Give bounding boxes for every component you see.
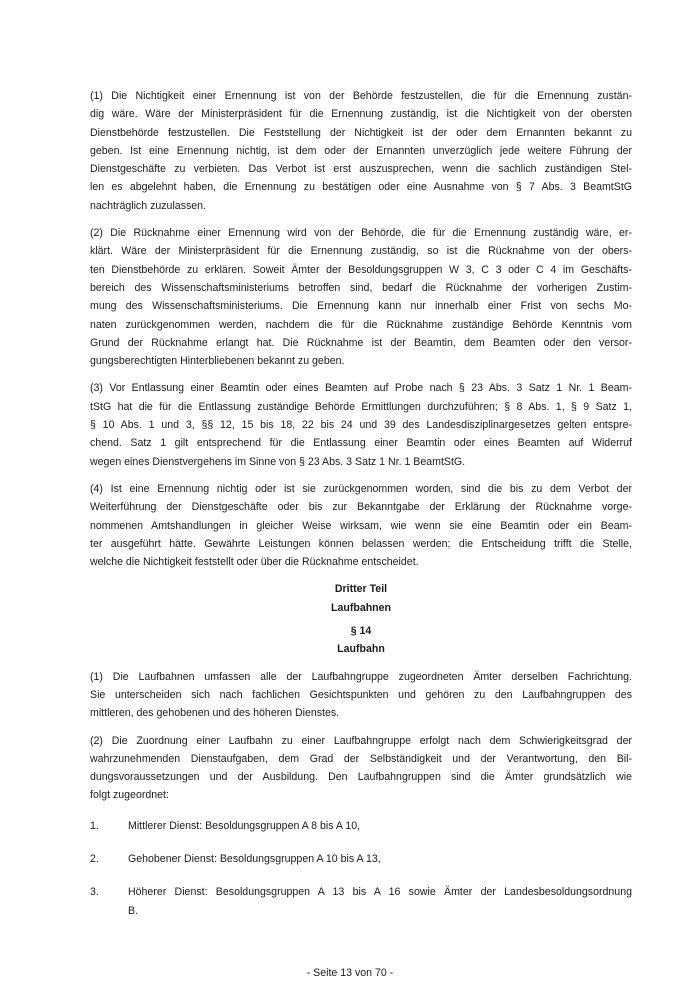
paragraph-s14-abs-2	[90, 732, 632, 805]
document-body	[90, 87, 632, 935]
section-heading-number: § 14	[350, 625, 372, 638]
paragraph-s14-abs-1	[90, 668, 632, 723]
text-line: (2) Die Zuordnung einer Laufbahn zu einer Laufbahngruppe erfolgt nach dem Schwierigkeitsgrad der	[90, 734, 632, 747]
text-line: Mittlerer Dienst: Besoldungsgruppen A 8 bis A 10,	[128, 819, 361, 832]
text-line: ter ausgeführt hätte. Gewährte Leistungen können belassen werden; die Entscheidung trifft die Stelle,	[90, 537, 632, 550]
text-line: (4) Ist eine Ernennung nichtig oder ist sie zurückgenommen worden, sind die bis zu dem Verbot der	[90, 482, 632, 495]
text-line: Sie unterscheiden sich nach fachlichen Gesichtspunkten und gehören zu den Laufbahngruppen des	[90, 688, 632, 701]
text-line: geben. Ist eine Ernennung nichtig, ist dem oder der Ernannten unverzüglich jede weitere Führung der	[90, 144, 632, 157]
text-line: Dienstgeschäfte zu verbieten. Das Verbot ist erst auszusprechen, wenn die sachlich zuständigen Stel-	[90, 163, 632, 176]
text-line: (2) Die Rücknahme einer Ernennung wird von der Behörde, die für die Ernennung zuständig wäre, er-	[90, 227, 632, 240]
text-line: ten Dienstbehörde zu erklären. Soweit Ämter der Besoldungsgruppen W 3, C 3 oder C 4 im Geschäfts-	[90, 263, 632, 276]
text-line: Gehobener Dienst: Besoldungsgruppen A 10 bis A 13,	[128, 852, 381, 865]
paragraph-abs-4	[90, 480, 632, 571]
list-item	[90, 883, 632, 920]
text-line: welche die Nichtigkeit feststellt oder über die Rücknahme entscheidet.	[90, 556, 419, 569]
text-line: gungsberechtigten Hinterbliebenen bekannt zu geben.	[90, 355, 345, 368]
page-number-footer: - Seite 13 von 70 -	[306, 967, 394, 979]
text-line: B.	[128, 904, 139, 917]
list-item-text	[128, 817, 632, 835]
text-line: (3) Vor Entlassung einer Beamtin oder eines Beamten auf Probe nach § 23 Abs. 3 Satz 1 Nr. 1 Beam-	[90, 382, 632, 395]
text-line: wegen eines Dienstvergehens im Sinne von § 23 Abs. 3 Satz 1 Nr. 1 BeamtStG.	[90, 455, 466, 468]
list-item-marker: 3.	[90, 886, 99, 899]
list-item-marker: 2.	[90, 852, 99, 865]
part-heading-number: Dritter Teil	[334, 583, 388, 596]
section-heading	[90, 622, 632, 659]
list-item-text	[128, 850, 632, 868]
list-item	[90, 817, 632, 835]
list-item	[90, 850, 632, 868]
text-line: wahrzunehmenden Dienstaufgaben, dem Grad der Selbständigkeit und der Verantwortung, den Bil-	[90, 752, 632, 765]
paragraph-abs-1	[90, 87, 632, 215]
text-line: dig wäre. Wäre der Ministerpräsident für die Ernennung zuständig, ist die Nichtigkeit von der obersten	[90, 108, 632, 121]
part-heading	[90, 580, 632, 617]
text-line: chend. Satz 1 gilt entsprechend für die Entlassung einer Beamtin oder eines Beamten auf Widerruf	[90, 437, 632, 450]
text-line: bereich des Wissenschaftsministeriums betroffen sind, bedarf die Rücknahme der vorherigen Zustim-	[90, 281, 632, 294]
text-line: mung des Wissenschaftsministeriums. Die Ernennung kann nur innerhalb einer Frist von sechs Mo-	[90, 300, 632, 313]
text-line: Dienstbehörde festzustellen. Die Feststellung der Nichtigkeit ist der oder dem Ernannten bekannt zu	[90, 126, 632, 139]
text-line: nommenen Amtshandlungen in gleicher Weise wirksam, wie wenn sie eine Beamtin oder ein Beam-	[90, 519, 632, 532]
text-line: mittleren, des gehobenen und des höheren Dienstes.	[90, 707, 340, 720]
text-line: (1) Die Laufbahnen umfassen alle der Laufbahngruppe zugeordneten Ämter derselben Fachrichtung.	[90, 670, 632, 683]
numbered-list	[90, 817, 632, 920]
paragraph-abs-3	[90, 379, 632, 470]
text-line: Weiterführung der Dienstgeschäfte oder bis zur Bekanntgabe der Erklärung der Rücknahme vorge-	[90, 501, 632, 514]
text-line: naten zurückgenommen werden, nachdem die für die Rücknahme zuständige Behörde Kenntnis vom	[90, 318, 632, 331]
text-line: folgt zugeordnet:	[90, 789, 169, 802]
list-item-marker: 1.	[90, 819, 99, 832]
text-line: § 10 Abs. 1 und 3, §§ 12, 15 bis 18, 22 bis 24 und 39 des Landesdisziplinargesetzes gelten entspre-	[90, 419, 632, 432]
text-line: len es abgelehnt haben, die Ernennung zu bestätigen oder eine Ausnahme von § 7 Abs. 3 BeamtStG	[90, 181, 632, 194]
section-heading-title: Laufbahn	[337, 643, 385, 656]
part-heading-title: Laufbahnen	[330, 601, 392, 614]
text-line: Grund der Rücknahme erlangt hat. Die Rücknahme ist der Beamtin, dem Beamten oder den versor-	[90, 336, 632, 349]
text-line: nachträglich zuzulassen.	[90, 199, 207, 212]
text-line: tStG hat die für die Entlassung zuständige Behörde Ermittlungen durchzuführen; § 8 Abs. 1, § 9 Satz 1,	[90, 400, 632, 413]
text-line: Höherer Dienst: Besoldungsgruppen A 13 bis A 16 sowie Ämter der Landesbesoldungsordnung	[128, 886, 632, 899]
text-line: klärt. Wäre der Ministerpräsident für die Ernennung zuständig, so ist die Rücknahme von der obers-	[90, 245, 632, 258]
list-item-text	[128, 883, 632, 920]
text-line: dungsvoraussetzungen und der Ausbildung. Den Laufbahngruppen sind die Ämter grundsätzlich wie	[90, 771, 632, 784]
paragraph-abs-2	[90, 224, 632, 370]
text-line: (1) Die Nichtigkeit einer Ernennung ist von der Behörde festzustellen, die für die Ernennung zustän-	[90, 90, 632, 102]
